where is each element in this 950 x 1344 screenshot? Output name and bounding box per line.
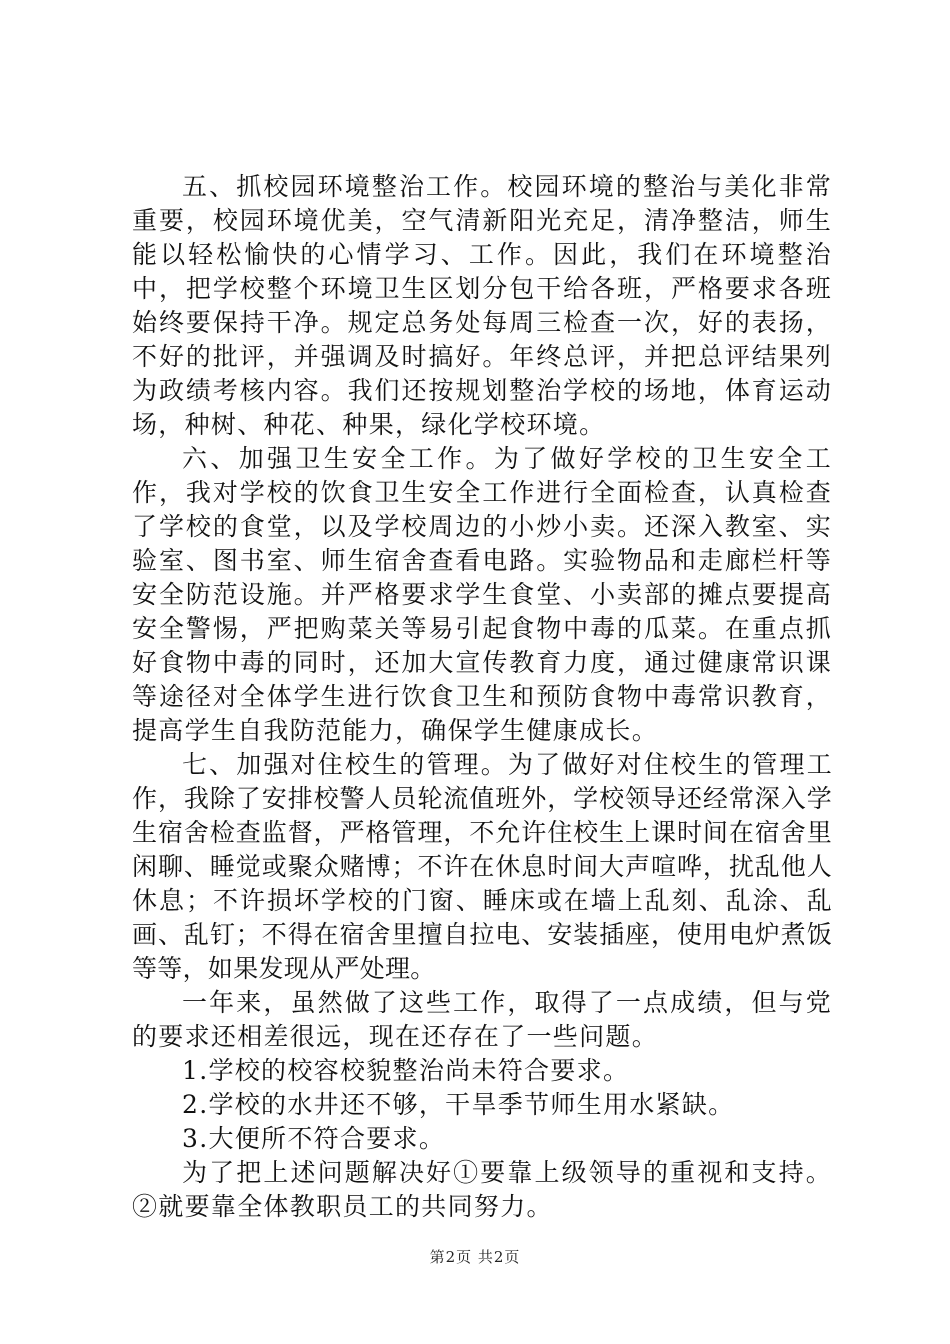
paragraph-summary: 一年来，虽然做了这些工作，取得了一点成绩，但与党的要求还相差很远，现在还存在了一些问题。 [132,988,832,1051]
problem-item-1: 1.学校的校容校貌整治尚未符合要求。 [182,1056,630,1085]
document-body [132,170,832,1224]
problem-item-2: 2.学校的水井还不够，干旱季节师生用水紧缺。 [182,1090,735,1119]
paragraph-conclusion: 为了把上述问题解决好①要靠上级领导的重视和支持。②就要靠全体教职员工的共同努力。 [132,1158,832,1221]
paragraph-section-5: 五、抓校园环境整治工作。校园环境的整治与美化非常重要，校园环境优美，空气清新阳光充足，清净整洁，师生能以轻松愉快的心情学习、工作。因此，我们在环境整治中，把学校整个环境卫生区划分包干给各班，严格要求各班始终要保持干净。规定总务处每周三检查一次，好的表扬，不好的批评，并强调及时搞好。年终总评，并把总评结果列为政绩考核内容。我们还按规划整治学校的场地，体育运动场，种树、种花、种果，绿化学校环境。 [132,172,832,439]
paragraph-section-6: 六、加强卫生安全工作。为了做好学校的卫生安全工作，我对学校的饮食卫生安全工作进行全面检查，认真检查了学校的食堂，以及学校周边的小炒小卖。还深入教室、实验室、图书室、师生宿舍查看电路。实验物品和走廊栏杆等安全防范设施。并严格要求学生食堂、小卖部的摊点要提高安全警惕，严把购菜关等易引起食物中毒的瓜菜。在重点抓好食物中毒的同时，还加大宣传教育力度，通过健康常识课等途径对全体学生进行饮食卫生和预防食物中毒常识教育，提高学生自我防范能力，确保学生健康成长。 [132,444,832,745]
problem-item-3: 3.大便所不符合要求。 [182,1124,446,1153]
paragraph-section-7: 七、加强对住校生的管理。为了做好对住校生的管理工作，我除了安排校警人员轮流值班外，学校领导还经常深入学生宿舍检查监督，严格管理，不允许住校生上课时间在宿舍里闲聊、睡觉或聚众赌博；不许在休息时间大声喧哗，扰乱他人休息；不许损坏学校的门窗、睡床或在墙上乱刻、乱涂、乱画、乱钉；不得在宿舍里擅自拉电、安装插座，使用电炉煮饭等等，如果发现从严处理。 [132,750,832,983]
page-number-footer: 第2页 共2页 [429,1248,521,1266]
